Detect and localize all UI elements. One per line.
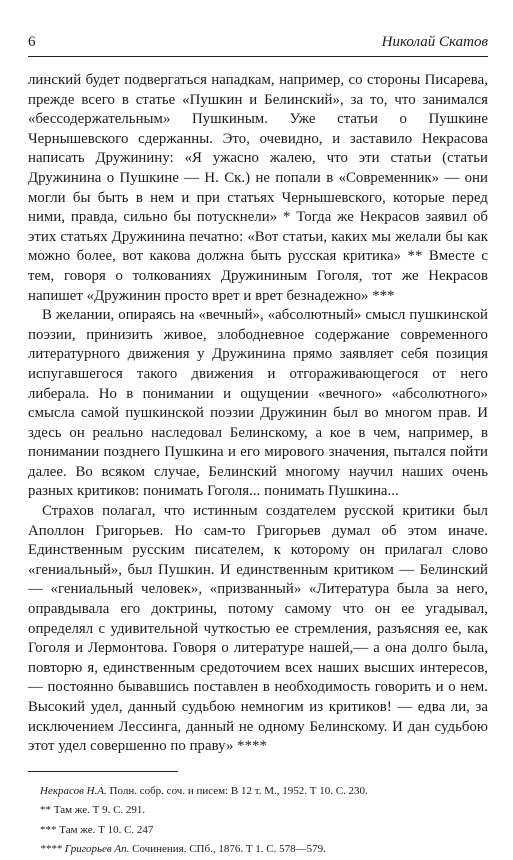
- book-page: [28, 34, 488, 860]
- footnote-author: Некрасов Н.А.: [40, 784, 107, 797]
- footnote: [28, 840, 488, 860]
- running-title: Николай Скатов: [381, 34, 488, 50]
- footnote: [28, 801, 488, 821]
- page-header: [28, 34, 488, 57]
- footnote: [28, 782, 488, 802]
- footnote-text: Полн. собр. соч. и писем: В 12 т. М., 1952. Т 10. С. 230.: [109, 784, 368, 797]
- footnote-text: Сочинения. СПб., 1876. Т 1. С. 578—579.: [132, 843, 326, 856]
- paragraph: Страхов полагал, что истинным создателем русской критики был Аполлон Григорьев. Но сам-то Григорьев думал об этом иначе. Единственным русским писателем, к которому он прилагал слово «гениальный», был Пушкин. И единственным критиком — Белинский — «гениальный человек», «призванный» «Литература была за него, оправдывала его доктрины, потому самому что он ее угадывал, определял с удивительной чуткостью ее стремления, разъясняя ее, как Гоголя и Лермонтова. Говоря о литературе нашей,— а она долго была, повторю я, единственным средоточием всех наших высших интересов,— постоянно бывавшись поставлен в необходимость говорить и о нем. Высокий удел, данный судьбою немногим из критиков! — едва ли, за исключением Лессинга, данный не одному Белинскому. И дан судьбою этот удел совершенно по праву» ****: [28, 503, 488, 755]
- footnote-divider: [28, 771, 178, 772]
- paragraph: линский будет подвергаться нападкам, например, со стороны Писарева, прежде всего в статье «Пушкин и Белинский», за то, что занимался «бессодержательным» Пушкиным. Уже статьи о Пушкине Чернышевского сдержанны. Это, очевидно, и заставило Некрасова написать Дружинину: «Я ужасно жалею, что эти статьи (статьи Дружинина о Пушкине — Н. Ск.) не попали в «Современник» — они могли бы быть в нем и при статьях Чернышевского, которые перед ними, правда, сильно бы потускнели» * Тогда же Некрасов заявил об этих статьях Дружинина печатно: «Вот статьи, каких мы желали бы как можно более, вот какова должна быть русская критика» ** Вместе с тем, говоря о толкованиях Дружининым Гоголя, тот же Некрасов напишет «Дружинин просто врет и врет безнадежно» ***: [28, 72, 488, 304]
- page-number: 6: [28, 34, 36, 50]
- paragraph: В желании, опираясь на «вечный», «абсолютный» смысл пушкинской поэзии, принизить живое, злободневное содержание современного литературного движения у Дружинина прямо заявляет себя позиция испугавшегося такого движения и отгораживающегося от него либерала. Но в понимании и ощущении «вечного» «абсолютного» смысла самой пушкинской поэзии Дружинин был во многом прав. И здесь он реально наследовал Белинскому, а кое в чем, например, в понимании позднего Пушкина и его мирового значения, пытался пойти далее. Во всяком случае, Белинский многому научил наших очень разных критиков: понимать Гоголя... понимать Пушкина...: [28, 307, 488, 500]
- footnote: [28, 821, 488, 841]
- footnotes: [28, 782, 488, 860]
- footnote-author: **** Григорьев Ап.: [40, 843, 130, 856]
- body-text: [28, 71, 488, 757]
- footnote-text: *** Там же. Т 10. С. 247: [40, 823, 154, 836]
- footnote-text: ** Там же. Т 9. С. 291.: [40, 804, 146, 817]
